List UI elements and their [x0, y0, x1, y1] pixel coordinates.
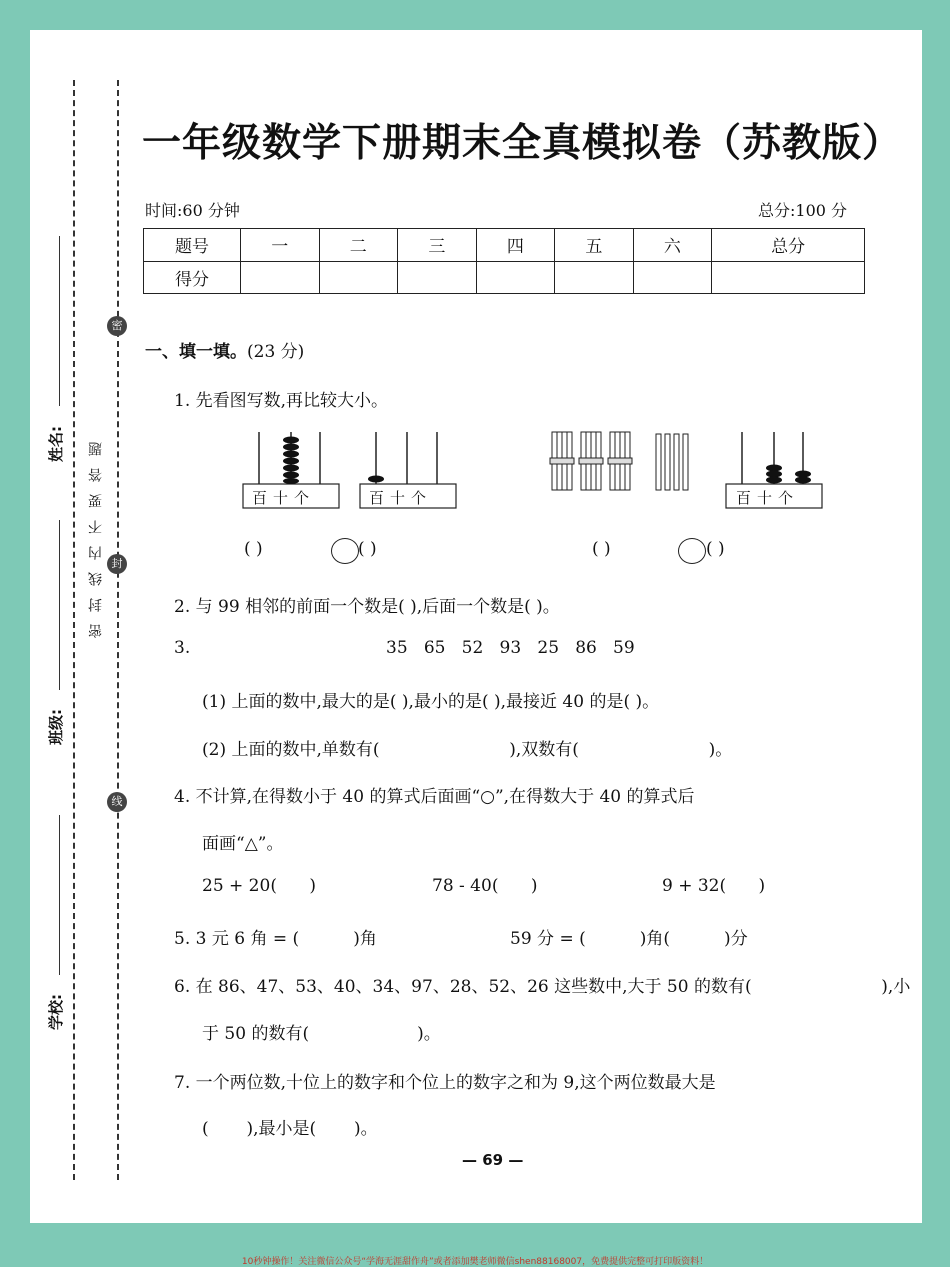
score-input-cell[interactable] — [712, 261, 865, 294]
q1-answer-a[interactable]: ( ) — [244, 539, 263, 559]
table-cell: 一 — [241, 229, 320, 262]
score-input-cell[interactable] — [241, 261, 320, 294]
score-input-cell[interactable] — [555, 261, 634, 294]
page-number: — 69 — — [462, 1151, 524, 1169]
q1-answer-d[interactable]: ( ) — [706, 539, 725, 559]
score-table-score-row — [144, 261, 865, 294]
single-sticks — [656, 434, 688, 490]
seal-xian-mark: 线 — [107, 792, 127, 812]
binding-dashed-line-outer — [73, 80, 75, 1180]
section-1-heading: 一、填一填。 — [145, 342, 247, 362]
name-label: 姓名: — [47, 426, 65, 462]
q4-line1: 4. 不计算,在得数小于 40 的算式后面画“○”,在得数大于 40 的算式后 — [174, 787, 695, 807]
table-cell: 五 — [555, 229, 634, 262]
q5-part-b: 59 分 = ( )角( )分 — [510, 929, 748, 949]
abacus-third-label: 百十个 — [736, 489, 800, 507]
q1-answer-b[interactable]: ( ) — [358, 539, 377, 559]
abacus-left-label: 百十个 — [252, 489, 316, 507]
time-limit: 时间:60 分钟 — [145, 201, 240, 220]
section-1-title — [145, 337, 304, 362]
class-line — [59, 520, 60, 690]
q1-answer-c[interactable]: ( ) — [592, 539, 611, 559]
compare-circle-b[interactable] — [678, 538, 706, 564]
q7-line1: 7. 一个两位数,十位上的数字和个位上的数字之和为 9,这个两位数最大是 — [174, 1073, 716, 1093]
name-line — [59, 236, 60, 406]
q5-part-a: 5. 3 元 6 角 = ( )角 — [174, 929, 377, 949]
exam-title: 一年级数学下册期末全真模拟卷（苏教版） — [142, 121, 903, 166]
q4-expr1[interactable]: 25 + 20( ) — [202, 876, 317, 896]
score-input-cell[interactable] — [633, 261, 712, 294]
footer-notice: 10秒钟操作！关注微信公众号“学海无涯甜作舟”或者添加樊老师微信shen88168007，免费提供完整可打印版资料！ — [241, 1257, 709, 1267]
q3-numbers: 35 65 52 93 25 86 59 — [386, 638, 635, 658]
compare-circle-a[interactable] — [331, 538, 359, 564]
q3-part2: (2) 上面的数中,单数有( ),双数有( )。 — [202, 740, 733, 760]
q4-expr2[interactable]: 78 - 40( ) — [432, 876, 538, 896]
q3-part1: (1) 上面的数中,最大的是( ),最小的是( ),最接近 40 的是( )。 — [202, 692, 660, 712]
school-label: 学校: — [47, 994, 65, 1030]
total-score: 总分:100 分 — [758, 201, 848, 220]
table-cell: 二 — [319, 229, 398, 262]
table-cell: 四 — [476, 229, 555, 262]
class-label: 班级: — [47, 709, 65, 745]
seal-mi-mark: 密 — [107, 316, 127, 336]
q4-line2: 面画“△”。 — [202, 834, 284, 854]
abacus-right-label: 百十个 — [369, 489, 433, 507]
table-cell: 题号 — [144, 229, 241, 262]
seal-feng-mark: 封 — [107, 554, 127, 574]
score-input-cell[interactable] — [398, 261, 477, 294]
score-input-cell[interactable] — [476, 261, 555, 294]
stick-bundle — [579, 432, 603, 490]
q2-text: 2. 与 99 相邻的前面一个数是( ),后面一个数是( )。 — [174, 597, 560, 617]
table-cell: 六 — [633, 229, 712, 262]
score-table-header-row — [144, 229, 865, 262]
table-cell: 三 — [398, 229, 477, 262]
table-cell: 总分 — [712, 229, 865, 262]
sticks-bundles-figure — [548, 428, 698, 498]
score-input-cell[interactable] — [319, 261, 398, 294]
table-cell: 得分 — [144, 261, 241, 294]
q6-line2: 于 50 的数有( )。 — [202, 1024, 441, 1044]
stick-bundle — [550, 432, 574, 490]
binding-dashed-line-inner — [117, 80, 119, 1180]
q3-number: 3. — [174, 638, 191, 658]
score-table — [143, 228, 865, 294]
q1-text: 1. 先看图写数,再比较大小。 — [174, 391, 389, 411]
section-1-score: (23 分) — [247, 342, 305, 362]
q6-line1: 6. 在 86、47、53、40、34、97、28、52、26 这些数中,大于 50 的数有( ),小 — [174, 977, 911, 997]
q7-line2: ( ),最小是( )。 — [202, 1119, 378, 1139]
q4-expr3[interactable]: 9 + 32( ) — [662, 876, 766, 896]
school-line — [59, 815, 60, 975]
binding-notice: 密封线内不要答题 — [88, 430, 104, 638]
stick-bundle — [608, 432, 632, 490]
